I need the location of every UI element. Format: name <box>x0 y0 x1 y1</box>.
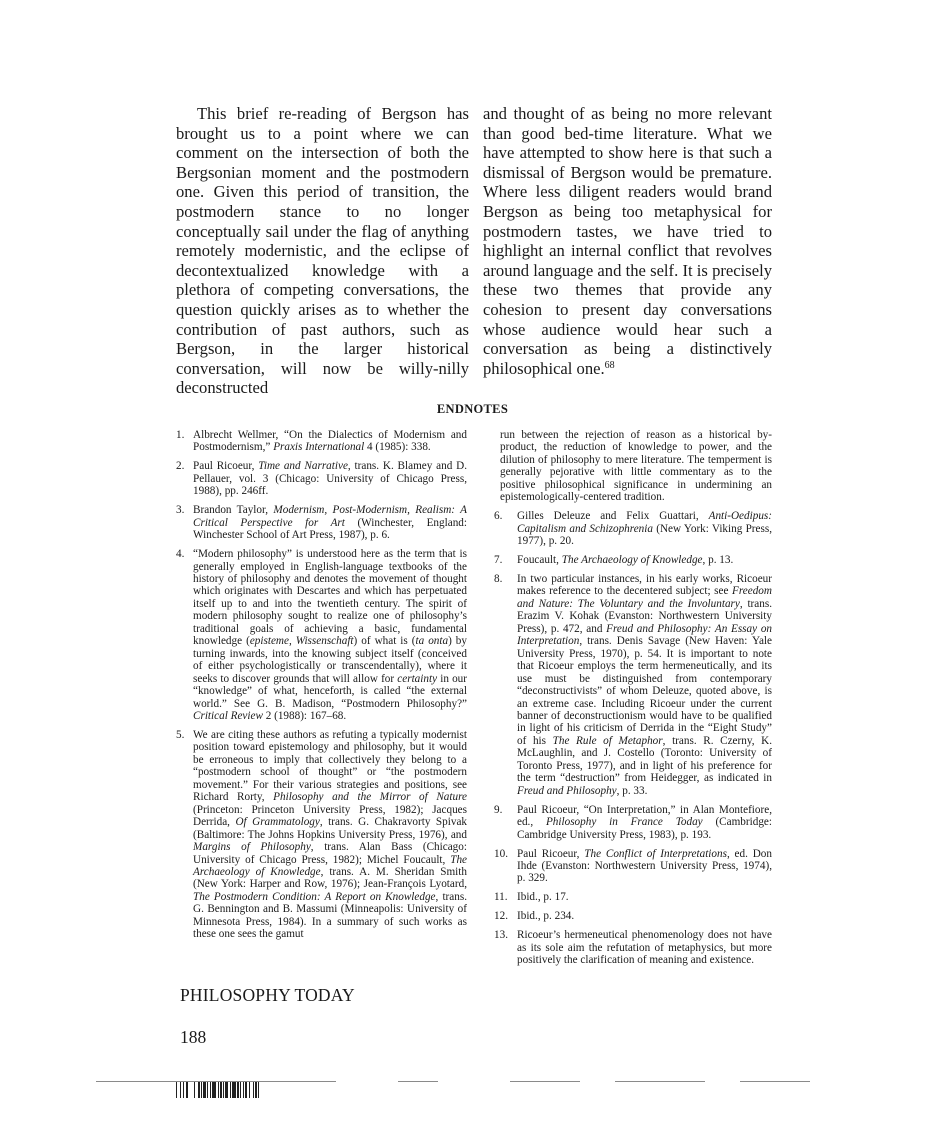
endnote-number: 10. <box>494 847 508 860</box>
endnote-item <box>494 554 772 567</box>
endnote-item <box>494 510 772 548</box>
endnote-item <box>494 847 772 885</box>
endnote-title: Praxis International <box>273 441 365 454</box>
endnote-item <box>494 929 772 967</box>
endnote-number: 8. <box>494 573 503 586</box>
endnote-item <box>176 548 467 722</box>
endnote-number: 3. <box>176 504 185 517</box>
endnote-text: Ibid., p. 234. <box>517 910 575 923</box>
endnote-text: Ibid., p. 17. <box>517 891 569 904</box>
endnote-title: The Rule of Metaphor <box>552 734 663 747</box>
endnote-text: in our “knowledge” of what, henceforth, is called “the external world.” See G. B. Madison, “Postmodern Philosophy?” <box>193 672 467 710</box>
endnote-title: episteme, Wissenschaft <box>249 635 354 648</box>
scan-artifacts <box>0 1080 927 1100</box>
body-paragraph-right <box>483 104 772 378</box>
endnote-text: (New York: Viking Press, 1977), p. 20. <box>517 522 772 548</box>
endnote-item <box>494 910 772 923</box>
barcode-bar <box>259 1082 260 1098</box>
endnote-title: The Archaeology of Knowledge <box>193 853 467 878</box>
endnote-text: Paul Ricoeur, <box>517 847 585 860</box>
endnote-title: Philosophy in France Today <box>545 816 703 829</box>
endnote-text: , trans. G. Chakravorty Spivak (Baltimore: The Johns Hopkins University Press, 1976), and <box>193 816 468 841</box>
endnote-item <box>494 891 772 904</box>
endnote-text: Paul Ricoeur, “On Interpretation,” in Alan Montefiore, ed., <box>517 803 772 829</box>
endnote-text: (Princeton: Princeton University Press, 1982); Jacques Derrida, <box>193 803 467 829</box>
endnote-text: Foucault, <box>517 554 562 567</box>
endnote-text: Paul Ricoeur, <box>193 460 259 473</box>
endnote-title: ta onta <box>415 635 449 648</box>
endnote-title: certainty <box>397 672 438 685</box>
body-column-right <box>483 104 772 378</box>
scan-rule-line <box>740 1081 810 1082</box>
endnotes-column-left <box>176 429 467 947</box>
barcode-icon <box>176 1082 321 1098</box>
endnote-item <box>494 803 772 841</box>
endnote-item <box>176 729 467 941</box>
scan-rule-line <box>398 1081 438 1082</box>
journal-title: PHILOSOPHY TODAY <box>180 985 355 1005</box>
endnote-text: , trans. A. M. Sheridan Smith (New York: Harper and Row, 1976); Jean-François Lyotard, <box>193 865 467 891</box>
footnote-reference[interactable]: 68 <box>604 359 615 371</box>
endnote-number: 12. <box>494 910 508 923</box>
endnote-text: ) by turning inwards, into the knowing subject itself (conceived of either psychologistically or transcendentally), where it seeks to discover grounds that will allow for <box>193 635 467 685</box>
endnote-text: We are citing these authors as refuting a typically modernist position toward epistemology and philosophy, but it would be erroneous to imply that collectively they belong to a “postmodern school of thought” or “the postmodern movement.” For their various strategies and positions, see Richard Rorty, <box>193 728 467 804</box>
endnote-text: 4 (1985): 338. <box>364 441 431 454</box>
endnote-title: Margins of Philosophy <box>193 841 311 854</box>
endnote-item <box>494 573 773 797</box>
body-paragraph-right-text: and thought of as being no more relevant than good bed-time literature. What we have attempted to show here is that such a dismissal of Bergson would be premature. Where less diligent readers would brand Bergson as being too metaphysical for postmodern tastes, we have tried to highlight an internal conflict that revolves around language and the self. It is precisely these two themes that provide any cohesion to present day conversations whose audience would hear such a conversation as being a distinctively philosophical one. <box>483 104 772 378</box>
endnote-title: Philosophy and the Mirror of Nature <box>273 791 467 804</box>
endnote-number: 9. <box>494 803 503 816</box>
endnote-title: The Postmodern Condition: A Report on Knowledge <box>193 890 436 903</box>
endnote-text: , trans. Denis Savage (New Haven: Yale University Press, 1970), p. 54. It is important to note that Ricoeur employs the term hermeneutically, and its use must be distinguished from contemporary “deconstructivists” of whom Deleuze, quoted above, is an extreme case. Including Ricoeur under the current banner of deconstructionism would have to be qualified in light of his criticism of Derrida in the “Eight Study” of his <box>517 635 772 747</box>
scan-rule-line <box>615 1081 705 1082</box>
endnotes-column-right <box>494 429 773 973</box>
endnote-text: In two particular instances, in his early works, Ricoeur makes reference to the decentered subject; see <box>517 573 772 598</box>
endnote-number: 6. <box>494 510 503 523</box>
endnote-number: 5. <box>176 728 185 741</box>
endnotes-heading: ENDNOTES <box>436 402 509 416</box>
endnote-number: 11. <box>494 891 508 904</box>
endnote-title: Time and Narrative <box>258 460 348 473</box>
endnote-text: , p. 13. <box>702 554 734 567</box>
endnote-text: , trans. G. Bennington and B. Massumi (Minneapolis: University of Minnesota Press, 1984). In a summary of such works as these one sees the gamut <box>193 890 467 941</box>
endnote-title: Modernism, Post-Modernism, Realism: A Critical Perspective for Art <box>193 504 468 529</box>
endnote-item <box>176 429 467 454</box>
endnote-text: “Modern philosophy” is understood here as the term that is generally employed in English-language textbooks of the history of philosophy and denotes the movement of thought which originates with Descartes and which has perpetuated itself up to and into the twentieth century. The spirit of modern philosophy sought to realize one of philosophy’s traditional goals of achieving a basic, fundamental knowledge ( <box>193 548 467 648</box>
body-column-left <box>176 104 469 398</box>
endnote-text: , trans. R. Czerny, K. McLaughlin, and J. Costello (Toronto: University of Toronto Press, 1977), and in light of his preference for the term “destruction” from Heidegger, as indicated in <box>517 734 773 785</box>
endnote-text: , p. 33. <box>616 784 648 797</box>
endnote-title: The Conflict of Interpretations <box>584 847 727 860</box>
body-paragraph-left: This brief re-reading of Bergson has brought us to a point where we can comment on the intersection of both the Bergsonian moment and the postmodern one. Given this period of transition, the postmodern stance to no longer conceptually sail under the flag of anything remotely modernistic, and the eclipse of decontextualized knowledge with a plethora of competing conversations, the question quickly arises as to whether the contribution of past authors, such as Bergson, in the larger historical conversation, will now be willy-nilly deconstructed <box>176 104 469 398</box>
endnote-text: ) of what is ( <box>353 635 416 648</box>
endnote-text: 2 (1988): 167–68. <box>262 710 347 723</box>
endnote-title: Freud and Philosophy: An Essay on Interpretation <box>517 622 773 648</box>
endnote-text: Brandon Taylor, <box>193 504 274 517</box>
endnote-title: Of Grammatology <box>235 816 320 829</box>
endnote-number: 7. <box>494 554 503 567</box>
endnote-number: 1. <box>176 429 185 441</box>
endnote-text: (Cambridge: Cambridge University Press, 1983), p. 193. <box>517 816 772 841</box>
endnote-number: 2. <box>176 460 185 473</box>
endnote-title: Freedom and Nature: The Voluntary and the Involuntary <box>517 585 772 610</box>
endnote-title: The Archaeology of Knowledge <box>561 554 703 567</box>
endnote-title: Freud and Philosophy <box>517 784 617 797</box>
endnote-text: Ricoeur’s hermeneutical phenomenology does not have as its sole aim the refutation of metaphysics, but more positively the clarification of meaning and existence. <box>517 929 772 967</box>
endnote-5-continuation: run between the rejection of reason as a historical by-product, the reduction of knowledge to power, and the dilution of philosophy to mere literature. The temperment is generally pejorative with little commentary as to the positive philosophical significance in undermining an epistemologically-centered tradition. <box>500 429 772 504</box>
endnote-title: Critical Review <box>193 710 263 723</box>
endnote-text: , trans. K. Blamey and D. Pellauer, vol. 3 (Chicago: University of Chicago Press, 1988), pp. 246ff. <box>193 460 467 498</box>
endnote-number: 4. <box>176 548 185 561</box>
endnote-title: Anti-Oedipus: Capitalism and Schizophrenia <box>517 510 772 535</box>
endnote-text: , trans. Alan Bass (Chicago: University of Chicago Press, 1982); Michel Foucault, <box>193 841 467 866</box>
endnote-item <box>176 460 467 497</box>
page-number: 188 <box>180 1027 207 1047</box>
endnote-text: , ed. Don Ihde (Evanston: Northwestern University Press, 1974), p. 329. <box>517 847 772 885</box>
endnote-text: (Winchester, England: Winchester School of Art Press, 1987), p. 6. <box>193 516 467 542</box>
scan-rule-line <box>510 1081 580 1082</box>
endnote-text: , trans. Erazim V. Kohak (Evanston: Northwestern University Press), p. 472, and <box>517 597 772 635</box>
endnote-text: Albrecht Wellmer, “On the Dialectics of Modernism and Postmodernism,” <box>193 429 467 454</box>
endnote-item <box>176 504 467 541</box>
endnote-number: 13. <box>494 929 508 942</box>
endnote-text: Gilles Deleuze and Felix Guattari, <box>517 510 709 523</box>
